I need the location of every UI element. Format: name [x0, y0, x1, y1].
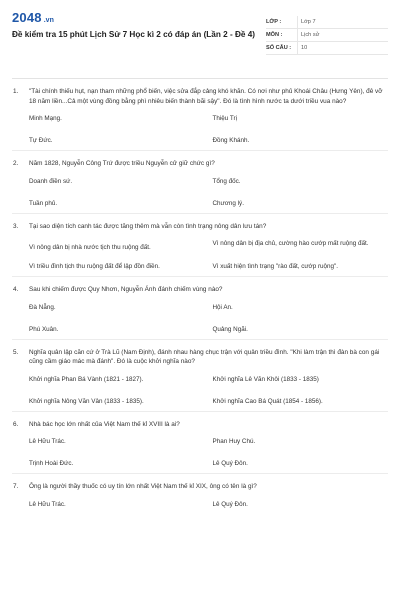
question-text: Năm 1828, Nguyễn Công Trứ được triều Nguyễn cử giữ chức gì? [29, 160, 215, 167]
question-number: 1. [13, 88, 19, 95]
answer-option[interactable]: Lê Hữu Trác. [29, 438, 66, 445]
question-list [12, 79, 388, 514]
answer-option[interactable]: Vì nông dân bị địa chủ, cường hào cướp mất ruộng đất. [212, 240, 369, 247]
meta-label: LỚP : [266, 19, 282, 25]
question-4 [12, 277, 388, 340]
question-number: 6. [13, 420, 19, 428]
question-7 [12, 474, 388, 514]
answer-option[interactable]: Trịnh Hoài Đức. [29, 460, 74, 467]
question-number: 4. [13, 286, 19, 293]
question-5 [12, 340, 388, 412]
meta-label: MÔN : [266, 32, 283, 38]
meta-value: 10 [297, 42, 307, 54]
question-number: 3. [13, 222, 19, 230]
question-text: Nhà bác học lớn nhất của Việt Nam thế kỉ XVIII là ai? [29, 420, 180, 428]
answer-option[interactable]: Doanh điền sứ. [29, 177, 73, 185]
meta-table [266, 16, 388, 55]
question-1 [12, 79, 388, 151]
answer-options [29, 303, 388, 334]
answer-option[interactable]: Vì xuất hiện tình trạng "rào đất, cướp ruộng". [212, 263, 339, 270]
answer-option[interactable]: Lê Quý Đôn. [212, 500, 248, 508]
answer-option[interactable]: Vì nông dân bị nhà nước tịch thu ruộng đất. [29, 244, 151, 251]
answer-options [29, 177, 388, 208]
question-text: Tại sao diện tích canh tác được tăng thêm mà vẫn còn tình trạng nông dân lưu tán? [29, 222, 267, 230]
answer-option[interactable]: Phú Xuân. [29, 325, 59, 333]
answer-option[interactable]: Tổng đốc. [212, 177, 241, 185]
question-number: 5. [13, 348, 19, 356]
answer-options [29, 437, 388, 468]
meta-row-subject [266, 29, 388, 42]
answer-option[interactable]: Khởi nghĩa Lê Văn Khôi (1833 - 1835) [212, 375, 319, 383]
question-text: Sau khi chiếm được Quy Nhơn, Nguyễn Ánh đánh chiếm vùng nào? [29, 286, 223, 293]
answer-option[interactable]: Hội An. [212, 303, 233, 311]
answer-options [29, 375, 388, 406]
question-2 [12, 151, 388, 214]
answer-options [29, 239, 388, 271]
answer-option[interactable]: Chương lý. [212, 199, 244, 207]
answer-option[interactable]: Đà Nẵng. [29, 303, 56, 311]
meta-label: SỐ CÂU : [266, 45, 292, 51]
worksheet-header [12, 10, 388, 72]
answer-options [29, 500, 388, 509]
answer-option[interactable]: Minh Mạng. [29, 115, 62, 122]
answer-options [29, 114, 388, 145]
meta-row-question-count [266, 42, 388, 55]
answer-option[interactable]: Lê Quý Đôn. [212, 460, 248, 467]
question-text: Ông là người thầy thuốc có uy tín lớn nhất Việt Nam thế kỉ XIX, ông có tên là gì? [29, 483, 257, 490]
question-6 [12, 412, 388, 475]
logo-domain-text: .vn [43, 17, 54, 24]
answer-option[interactable]: Tuần phủ. [29, 199, 58, 207]
answer-option[interactable]: Đồng Khánh. [212, 137, 250, 144]
header-left [12, 10, 262, 41]
logo-main-text: 2048 [12, 10, 42, 25]
answer-option[interactable]: Khởi nghĩa Nông Văn Vân (1833 - 1835). [29, 397, 144, 405]
site-logo[interactable] [12, 10, 262, 25]
answer-option[interactable]: Vì triều đình tịch thu ruộng đất để lập đồn điền. [29, 263, 160, 270]
meta-value: Lịch sử [297, 29, 319, 41]
question-3 [12, 214, 388, 278]
answer-option[interactable]: Tự Đức. [29, 137, 53, 144]
meta-row-class [266, 16, 388, 29]
answer-option[interactable]: Phan Huy Chú. [212, 438, 256, 445]
answer-option[interactable]: Lê Hữu Trác. [29, 500, 66, 508]
meta-value: Lớp 7 [297, 16, 316, 28]
question-number: 2. [13, 160, 19, 167]
question-number: 7. [13, 483, 19, 490]
answer-option[interactable]: Khởi nghĩa Phan Bá Vành (1821 - 1827). [29, 375, 144, 383]
question-text: "Tài chính thiếu hụt, nạn tham những phổ biến, việc sửa đắp cảng khó khăn. Có nơi như phủ Khoái Châu (Hưng Yên), đê vỡ 18 năm liền...Cả một vùng đồng bằng phì nhiêu biến thành bãi sậy". Đó là tình hình nước ta dưới triều vua nào? [29, 88, 383, 105]
answer-option[interactable]: Thiệu Trị [212, 115, 237, 122]
answer-option[interactable]: Khởi nghĩa Cao Bá Quát (1854 - 1856). [212, 397, 323, 405]
question-text: Nghĩa quân lập căn cứ ở Trà Lũ (Nam Định), đánh nhau hàng chục trận với quân triều đình. "Khi làm trận thì đàn bà con gái cũng cầm giáo mác mà đánh". Đó là cuộc khởi nghĩa nào? [29, 348, 380, 365]
answer-option[interactable]: Quảng Ngãi. [212, 325, 248, 333]
page-title: Đề kiểm tra 15 phút Lịch Sử 7 Học kì 2 có đáp án (Lần 2 - Đề 4) [12, 30, 255, 39]
